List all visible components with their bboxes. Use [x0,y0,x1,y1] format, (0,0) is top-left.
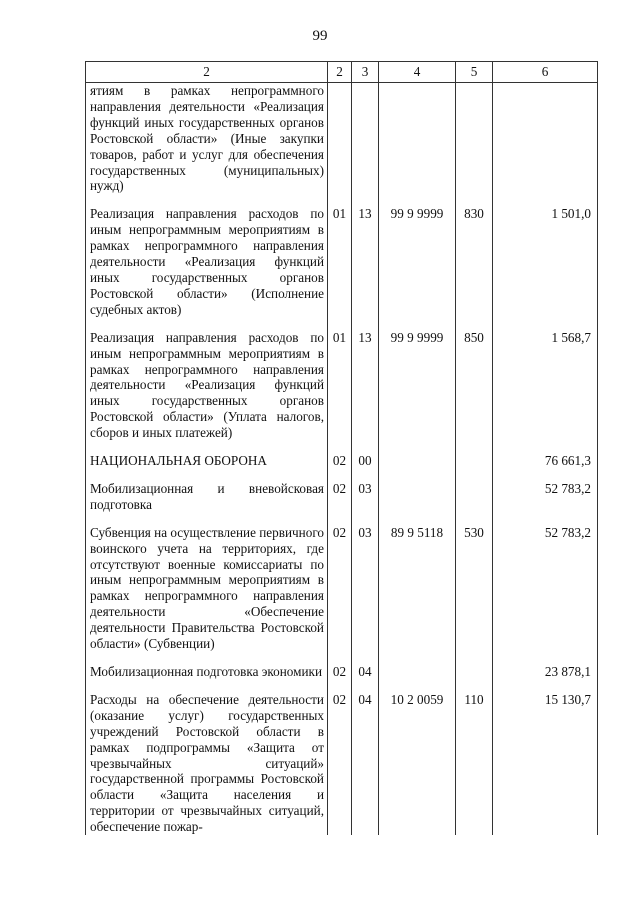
row-name: Реализация направления расходов по иным непрограммным мероприятиям в рамках непрограммного направления деятельности «Реализация функций иных государственных органов Ростовской области» (Уплата налогов, сборов и иных платежей) [86,330,328,441]
row-spacer [86,680,598,692]
row-expense-type [456,453,493,469]
table-row [86,481,598,513]
row-target-item: 89 9 5118 [379,525,456,652]
budget-table [85,61,598,835]
row-amount: 52 783,2 [493,525,598,652]
row-name: Мобилизационная подготовка экономики [86,664,328,680]
header-cell-section: 2 [328,62,352,83]
row-target-item [379,453,456,469]
row-subsection: 04 [352,664,379,680]
header-cell-name: 2 [86,62,328,83]
row-section: 01 [328,330,352,441]
table-row [86,692,598,835]
row-subsection: 00 [352,453,379,469]
table-row [86,206,598,317]
row-section: 02 [328,664,352,680]
row-name: НАЦИОНАЛЬНАЯ ОБОРОНА [86,453,328,469]
row-expense-type [456,481,493,513]
table-header-row [86,62,598,83]
row-target-item: 10 2 0059 [379,692,456,835]
row-subsection: 03 [352,525,379,652]
table-row [86,453,598,469]
table-row [86,330,598,441]
row-section: 01 [328,206,352,317]
row-expense-type: 110 [456,692,493,835]
row-amount: 1 501,0 [493,206,598,317]
row-target-item [379,83,456,195]
row-section: 02 [328,692,352,835]
table-row [86,83,598,195]
row-spacer [86,194,598,206]
table-row [86,664,598,680]
row-name: Реализация направления расходов по иным непрограммным мероприятиям в рамках непрограммного направления деятельности «Реализация функций иных государственных органов Ростовской области» (Исполнение судебных актов) [86,206,328,317]
row-subsection: 03 [352,481,379,513]
row-expense-type: 530 [456,525,493,652]
header-cell-amount: 6 [493,62,598,83]
row-section [328,83,352,195]
row-name: Субвенция на осуществление первичного воинского учета на территориях, где отсутствуют военные комиссариаты по иным непрограммным мероприятиям в рамках непрограммного направления деятельности «Обеспечение деятельности Правительства Ростовской области» (Субвенции) [86,525,328,652]
row-target-item [379,481,456,513]
row-amount: 1 568,7 [493,330,598,441]
row-amount: 52 783,2 [493,481,598,513]
row-expense-type: 850 [456,330,493,441]
row-amount: 15 130,7 [493,692,598,835]
row-expense-type [456,83,493,195]
row-section: 02 [328,525,352,652]
header-cell-target-item: 4 [379,62,456,83]
row-target-item: 99 9 9999 [379,206,456,317]
row-name: Расходы на обеспечение деятельности (оказание услуг) государственных учреждений Ростовской области в рамках подпрограммы «Защита от чрезвычайных ситуаций» государственной программы Ростовской области «Защита населения и территории от чрезвычайных ситуаций, обеспечение пожар- [86,692,328,835]
row-amount: 76 661,3 [493,453,598,469]
row-target-item: 99 9 9999 [379,330,456,441]
row-name: Мобилизационная и вневойсковая подготовка [86,481,328,513]
header-cell-subsection: 3 [352,62,379,83]
row-subsection [352,83,379,195]
page-number: 99 [312,28,328,44]
row-expense-type: 830 [456,206,493,317]
row-spacer [86,469,598,481]
row-section: 02 [328,453,352,469]
row-subsection: 13 [352,330,379,441]
row-amount: 23 878,1 [493,664,598,680]
row-name: ятиям в рамках непрограммного направления деятельности «Реализация функций иных государственных органов Ростовской области» (Иные закупки товаров, работ и услуг для обеспечения государственных (муниципальных) нужд) [86,83,328,195]
table-row [86,525,598,652]
row-subsection: 13 [352,206,379,317]
row-spacer [86,513,598,525]
row-expense-type [456,664,493,680]
row-spacer [86,318,598,330]
row-spacer [86,441,598,453]
row-target-item [379,664,456,680]
row-amount [493,83,598,195]
row-section: 02 [328,481,352,513]
header-cell-expense-type: 5 [456,62,493,83]
row-spacer [86,652,598,664]
row-subsection: 04 [352,692,379,835]
